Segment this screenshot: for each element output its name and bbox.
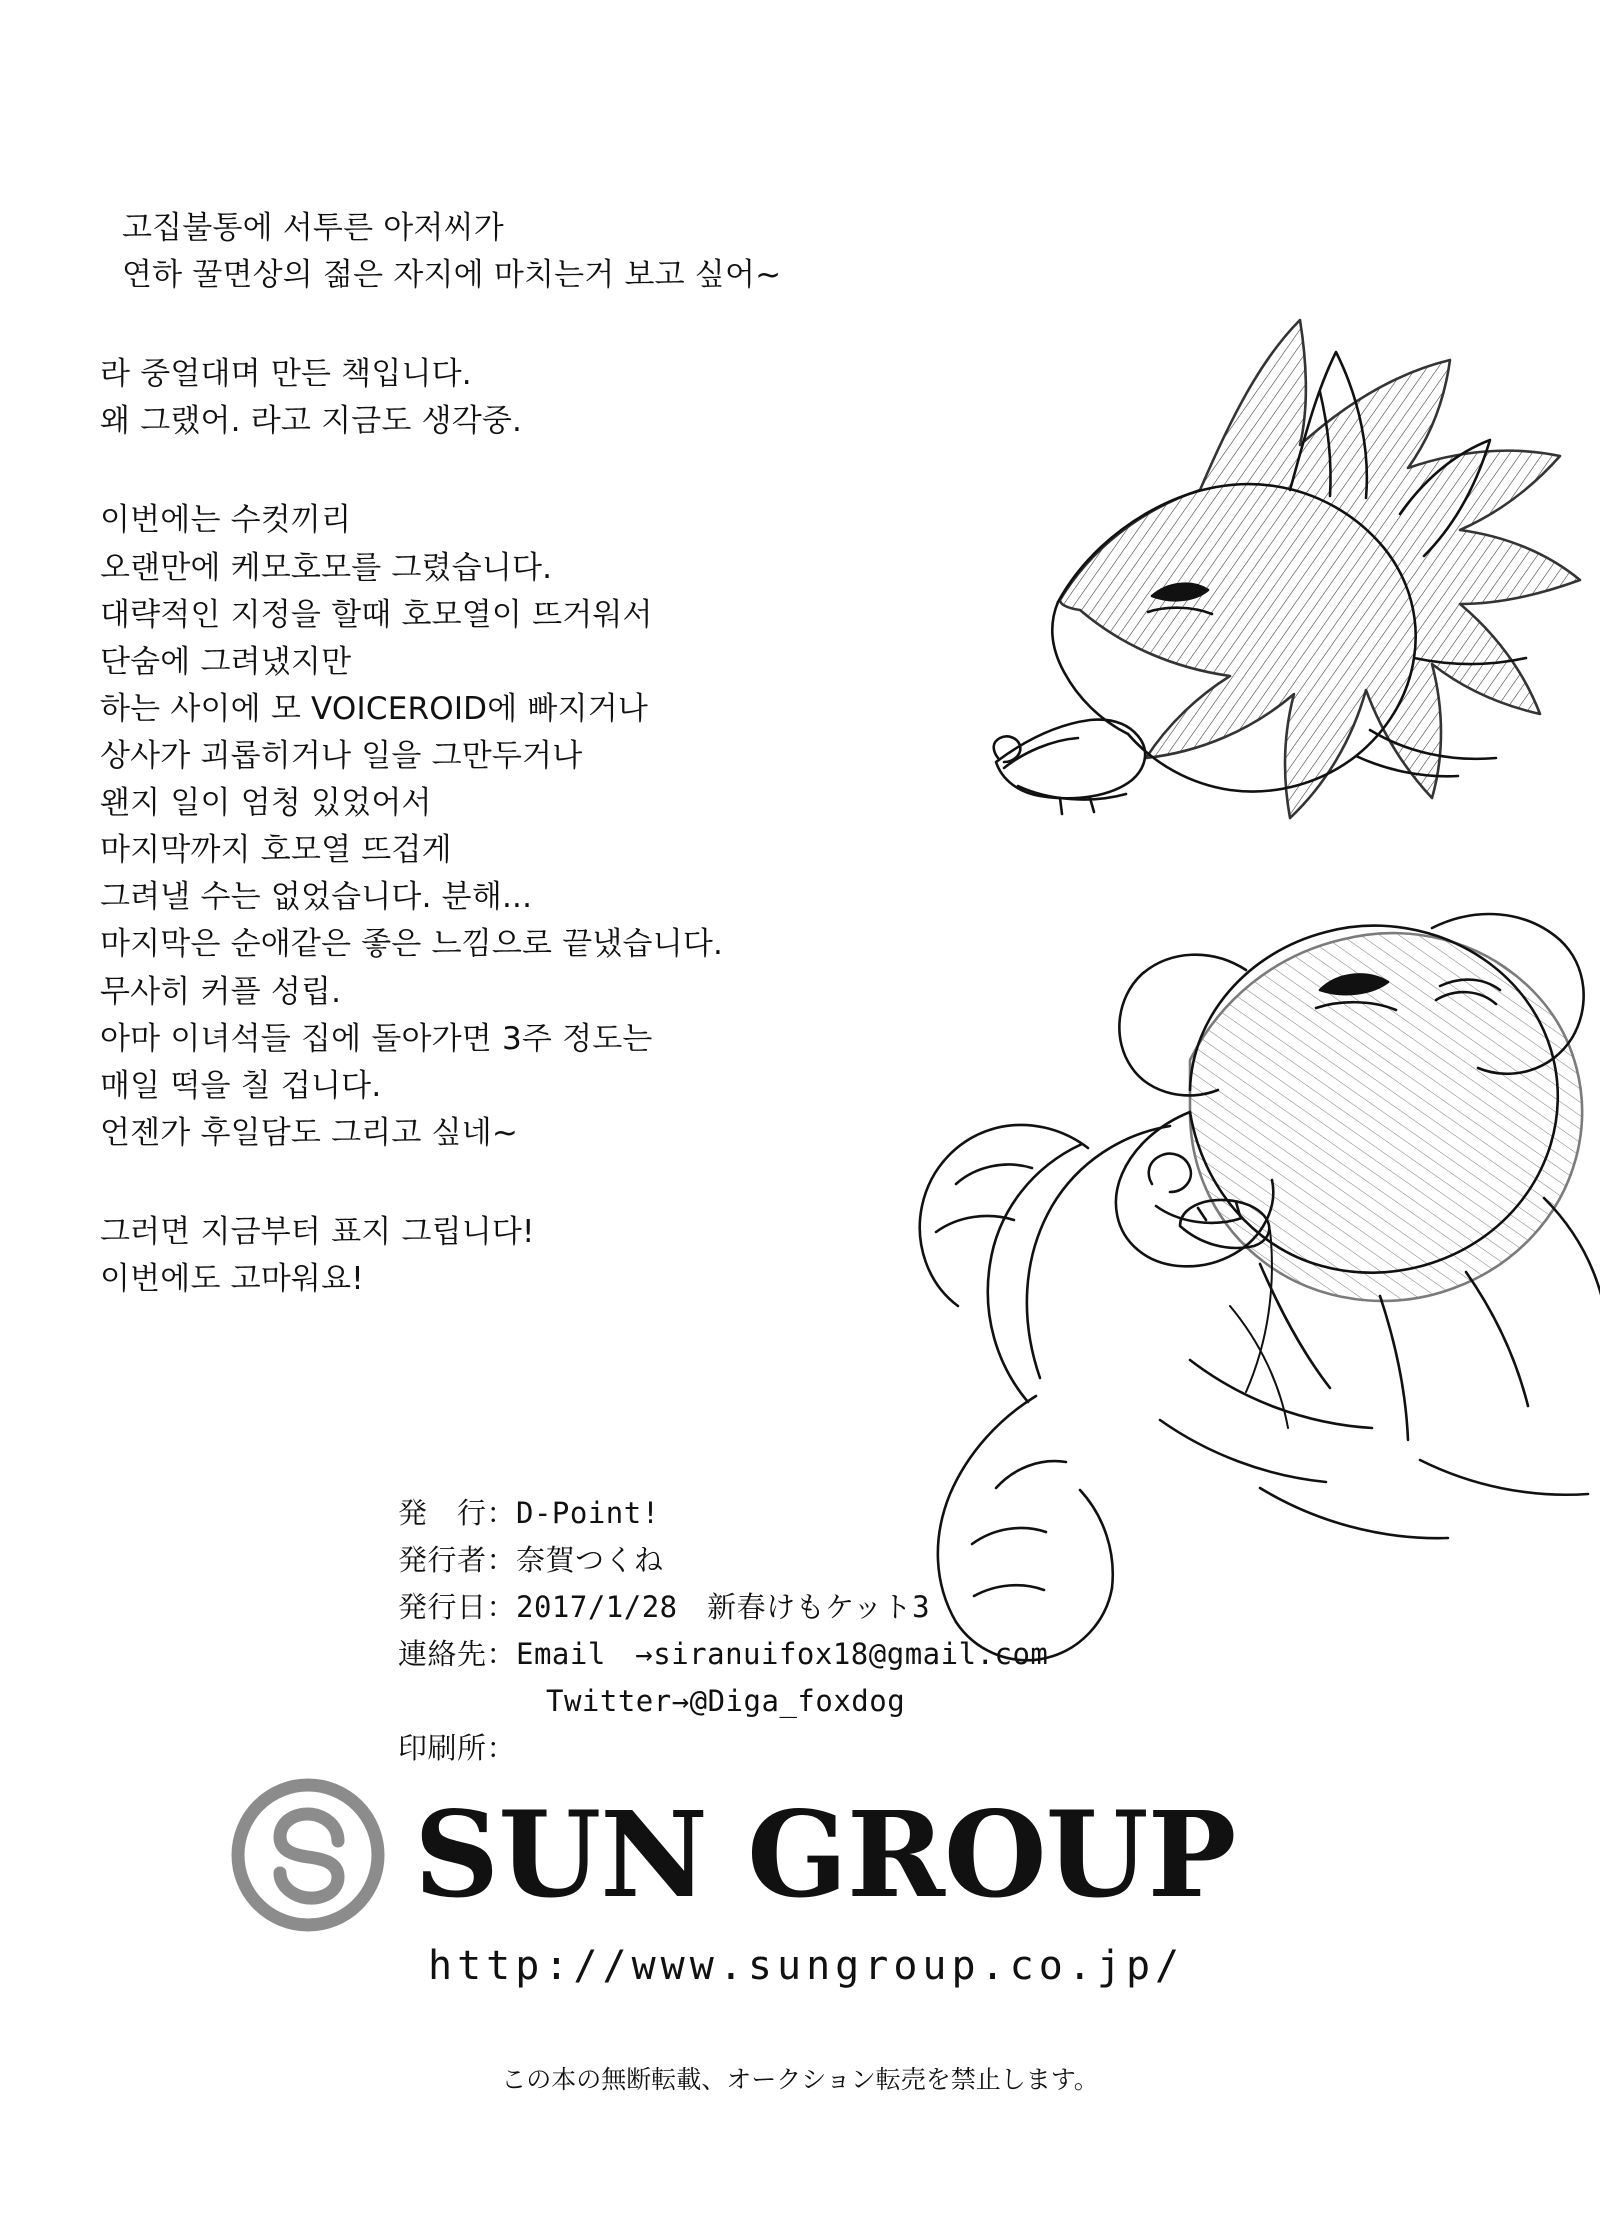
afterword-paragraph-line: 그러면 지금부터 표지 그립니다! [100,1213,535,1250]
afterword-quote-line: 연하 꿀면상의 젊은 자지에 마치는거 보고 싶어~ [122,257,782,294]
afterword-paragraph-line: 매일 떡을 칠 겁니다. [100,1067,382,1104]
sun-group-logo [228,1775,1378,1989]
afterword-paragraph-line: 대략적인 지정을 할때 호모열이 뜨거워서 [100,596,653,633]
colophon-publisher: 発 行：D-Point! [398,1496,660,1530]
afterword-paragraph-line: 왠지 일이 엄청 있었어서 [100,785,432,822]
afterword-paragraph-line: 이번에도 고마워요! [100,1261,364,1298]
colophon [398,1490,1048,1772]
colophon-email: 連絡先：Email →siranuifox18@gmail.com [398,1636,1049,1671]
afterword-paragraph-line: 이번에는 수컷끼리 [100,502,352,539]
afterword-paragraph-line: 마지막은 순애같은 좋은 느낌으로 끝냈습니다. [100,926,724,963]
colophon-date: 発行日：2017/1/28 新春けもケット3 [398,1589,931,1624]
afterword-paragraph-line: 그려낼 수는 없었습니다. 분해... [100,879,533,916]
afterword-paragraph-line: 마지막까지 호모열 뜨겁게 [100,832,452,869]
afterword-paragraph-line: 무사히 커플 성립. [100,973,342,1010]
afterword-paragraph-line: 단숨에 그려냈지만 [100,643,352,680]
afterword-paragraph-line: 라 중얼대며 만든 책입니다. [100,356,472,393]
sun-group-wordmark: SUN GROUP [414,1785,1236,1924]
afterword-paragraph-line: 아마 이녀석들 집에 돌아가면 3주 정도는 [100,1020,653,1057]
sun-group-url: http://www.sungroup.co.jp/ [428,1943,1185,1989]
afterword-paragraph-line: 오랜만에 케모호모를 그렸습니다. [100,549,553,586]
afterword-quote-line: 고집불통에 서투른 아저씨가 [122,210,504,246]
afterword-text [100,205,1060,1303]
afterword-paragraph-line: 왜 그랬어. 라고 지금도 생각중. [100,403,523,440]
afterword-paragraph-line: 언젠가 후일담도 그리고 싶네~ [100,1114,519,1151]
afterword-paragraph-line: 상사가 괴롭히거나 일을 그만두거나 [100,737,583,774]
colophon-author: 発行者：奈賀つくね [398,1542,664,1577]
copyright-notice: この本の無断転載、オークション転売を禁止します。 [501,2065,1099,2094]
sun-group-mark-icon [228,1775,388,1935]
afterword-paragraph-line: 하는 사이에 모 VOICEROID에 빠지거나 [100,690,649,727]
colophon-printer-label: 印刷所： [398,1730,517,1765]
colophon-twitter: Twitter→@Diga_foxdog [546,1683,906,1718]
